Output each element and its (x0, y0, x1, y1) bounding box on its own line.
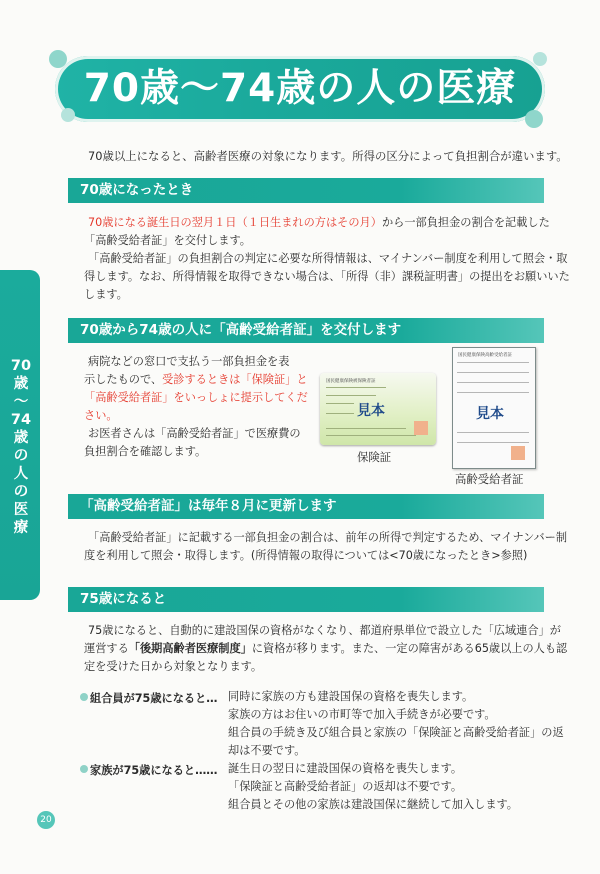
section-heading-75: 75歳になると (68, 587, 544, 612)
s4-line3: 定を受けた日から対象となります。 (84, 660, 263, 673)
card-line (326, 395, 376, 396)
section-heading-card-issue: 70歳から74歳の人に「高齢受給者証」を交付します (68, 318, 544, 343)
insurance-card-caption: 保険証 (357, 450, 392, 464)
sample-label: 見本 (476, 406, 504, 422)
bullet-member-75: 組合員が75歳になると… (80, 690, 217, 706)
b2-line1: 誕生日の翌日に建設国保の資格を喪失します。 (228, 762, 463, 775)
s2-line6: 負担割合を確認します。 (84, 445, 207, 458)
s1-line2: 「高齢受給者証」を交付します。 (84, 234, 251, 247)
s1-line5: します。 (84, 288, 128, 301)
side-tab-label: 70 歳 〜 74 歳 の 人 の 医 療 (10, 358, 32, 536)
card-line (457, 432, 529, 433)
s3-line1: 「高齢受給者証」に記載する一部負担金の割合は、前年の所得で判定するため、マイナンバー制 (88, 531, 568, 544)
b2-line2: 「保険証と高齢受給者証」の返却は不要です。 (228, 780, 463, 793)
b1-line1: 同時に家族の方も建設国保の資格を喪失します。 (228, 690, 474, 703)
title-banner (55, 50, 545, 128)
card-line (326, 403, 354, 404)
s2-line5: お医者さんは「高齢受給者証」で医療費の (88, 427, 301, 440)
card-line (457, 392, 529, 393)
s2-line3: 「高齢受給者証」をいっしょに提示してくだ (84, 391, 308, 404)
page-title: 70歳～74歳の人の医療 (83, 66, 517, 111)
b1-line4: 却は不要です。 (228, 744, 306, 757)
card-line (326, 435, 416, 436)
s3-line2: 度を利用して照会・取得します。(所得情報の取得については<70歳になったとき>参照) (84, 549, 528, 562)
bullet-dot-icon (80, 693, 88, 701)
s2-line1: 病院などの窓口で支払う一部負担金を表 (88, 355, 290, 368)
seal-mark (414, 421, 428, 435)
card-header: 国民健康保険被保険者証 (326, 379, 376, 384)
b1-line3: 組合員の手続き及び組合員と家族の「保険証と高齢受給者証」の返 (228, 726, 564, 739)
b2-line3: 組合員とその他の家族は建設国保に継続して加入します。 (228, 798, 518, 811)
s4-line2: 運営する「後期高齢者医療制度」に資格が移ります。また、一定の障害がある65歳以上の人も認 (84, 642, 568, 655)
s4-line1: 75歳になると、自動的に建設国保の資格がなくなり、都道府県単位で設立した「広域連合」が (88, 624, 561, 637)
section-heading-renewal: 「高齢受給者証」は毎年８月に更新します (68, 494, 544, 519)
page-number: 20 (37, 811, 55, 829)
insurance-card-image (320, 373, 436, 445)
card-line (326, 428, 406, 429)
card-line (457, 372, 529, 373)
card-line (326, 413, 354, 414)
s1-line3: 「高齢受給者証」の負担割合の判定に必要な所得情報は、マイナンバー制度を利用して照会・取 (88, 252, 568, 265)
b1-line2: 家族の方はお住いの市町等で加入手続きが必要です。 (228, 708, 496, 721)
s2-line2: 示したもので、受診するときは「保険証」と (84, 373, 308, 386)
s2-line4: さい。 (84, 409, 118, 422)
seal-mark (511, 446, 525, 460)
card-header: 国民健康保険高齢受給者証 (458, 353, 512, 358)
elderly-card-image (452, 347, 536, 469)
card-line (457, 382, 529, 383)
sample-label: 見本 (357, 403, 385, 419)
bullet-dot-icon (80, 765, 88, 773)
card-line (457, 442, 529, 443)
card-line (457, 362, 529, 363)
bullet-family-75: 家族が75歳になると…… (80, 762, 217, 778)
card-line (326, 387, 386, 388)
section-heading-70: 70歳になったとき (68, 178, 544, 203)
s1-line1: 70歳になる誕生日の翌月１日（１日生まれの方はその月）から一部負担金の割合を記載した (88, 216, 550, 229)
elderly-card-caption: 高齢受給者証 (455, 472, 524, 486)
intro-text: 70歳以上になると、高齢者医療の対象になります。所得の区分によって負担割合が違います。 (88, 149, 568, 163)
s1-line4: 得します。なお、所得情報を取得できない場合は、「所得（非）課税証明書」の提出をお願いいた (84, 270, 570, 283)
